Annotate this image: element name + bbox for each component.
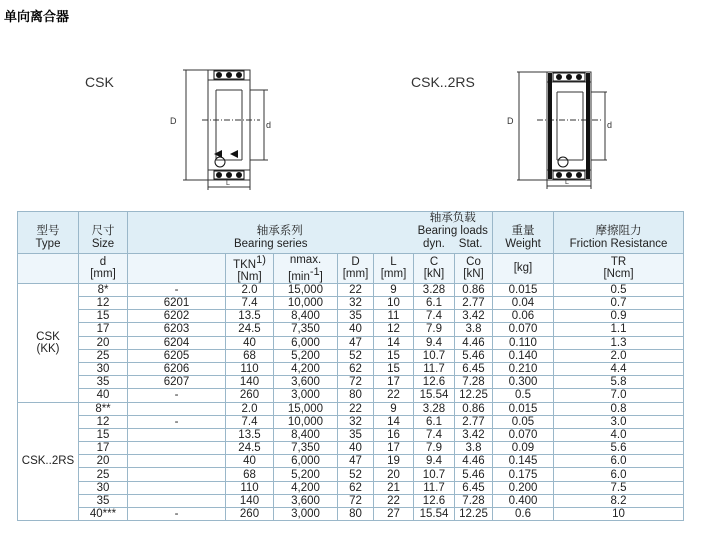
cell-friction-TR: 4.4 bbox=[554, 362, 684, 375]
csk-dim-d: d bbox=[266, 120, 272, 130]
cell-weight: 0.210 bbox=[493, 362, 554, 375]
cell-load-Co: 3.42 bbox=[455, 428, 493, 441]
cell-width-L: 10 bbox=[374, 297, 414, 310]
cell-nmax: 3,000 bbox=[274, 508, 338, 521]
table-row bbox=[18, 297, 684, 310]
table-row bbox=[18, 508, 684, 521]
cell-size-d: 35 bbox=[79, 494, 128, 507]
cell-nmax: 4,200 bbox=[274, 481, 338, 494]
cell-load-C: 11.7 bbox=[414, 362, 455, 375]
cell-nmax: 7,350 bbox=[274, 442, 338, 455]
table-row bbox=[18, 481, 684, 494]
header-weight: 重量 Weight bbox=[493, 212, 554, 254]
table-row bbox=[18, 494, 684, 507]
cell-friction-TR: 8.2 bbox=[554, 494, 684, 507]
cell-nmax: 8,400 bbox=[274, 310, 338, 323]
cell-outer-D: 40 bbox=[338, 442, 374, 455]
cell-friction-TR: 6.0 bbox=[554, 468, 684, 481]
cell-bearing-series bbox=[128, 468, 226, 481]
cell-tkn: 13.5 bbox=[226, 310, 274, 323]
cell-width-L: 20 bbox=[374, 468, 414, 481]
cell-friction-TR: 0.9 bbox=[554, 310, 684, 323]
diagram-label-csk-2rs: CSK..2RS bbox=[411, 74, 475, 90]
cell-tkn: 140 bbox=[226, 494, 274, 507]
cell-load-Co: 3.42 bbox=[455, 310, 493, 323]
cell-friction-TR: 1.1 bbox=[554, 323, 684, 336]
page-title: 单向离合器 bbox=[4, 9, 70, 24]
cell-weight: 0.200 bbox=[493, 481, 554, 494]
cell-weight: 0.06 bbox=[493, 310, 554, 323]
cell-tkn: 7.4 bbox=[226, 297, 274, 310]
units-Co: Co [kN] bbox=[455, 254, 493, 284]
cell-friction-TR: 7.0 bbox=[554, 389, 684, 402]
cell-width-L: 17 bbox=[374, 442, 414, 455]
cell-outer-D: 35 bbox=[338, 428, 374, 441]
cell-size-d: 20 bbox=[79, 455, 128, 468]
cell-outer-D: 47 bbox=[338, 455, 374, 468]
cell-nmax: 6,000 bbox=[274, 455, 338, 468]
cell-outer-D: 62 bbox=[338, 362, 374, 375]
cell-size-d: 40*** bbox=[79, 508, 128, 521]
cell-weight: 0.070 bbox=[493, 428, 554, 441]
table-header-row bbox=[18, 212, 684, 254]
table-row bbox=[18, 415, 684, 428]
cell-load-C: 6.1 bbox=[414, 415, 455, 428]
cell-load-C: 10.7 bbox=[414, 468, 455, 481]
cell-load-Co: 12.25 bbox=[455, 389, 493, 402]
cell-tkn: 68 bbox=[226, 468, 274, 481]
cell-tkn: 260 bbox=[226, 508, 274, 521]
units-tkn: TKN$^{1)}$ [Nm] bbox=[226, 254, 274, 284]
cell-nmax: 3,600 bbox=[274, 376, 338, 389]
cell-width-L: 16 bbox=[374, 428, 414, 441]
cell-bearing-series: 6205 bbox=[128, 349, 226, 362]
units-type bbox=[18, 254, 79, 284]
cell-outer-D: 52 bbox=[338, 349, 374, 362]
cell-bearing-series: - bbox=[128, 389, 226, 402]
cell-friction-TR: 10 bbox=[554, 508, 684, 521]
units-d: d [mm] bbox=[79, 254, 128, 284]
cell-width-L: 9 bbox=[374, 283, 414, 296]
cell-load-Co: 2.77 bbox=[455, 297, 493, 310]
cell-size-d: 15 bbox=[79, 310, 128, 323]
cell-load-C: 9.4 bbox=[414, 336, 455, 349]
cell-width-L: 15 bbox=[374, 362, 414, 375]
cell-outer-D: 35 bbox=[338, 310, 374, 323]
table-row bbox=[18, 428, 684, 441]
table-row bbox=[18, 455, 684, 468]
cell-weight: 0.04 bbox=[493, 297, 554, 310]
cell-load-C: 7.9 bbox=[414, 442, 455, 455]
cell-friction-TR: 5.6 bbox=[554, 442, 684, 455]
cell-outer-D: 62 bbox=[338, 481, 374, 494]
table-row bbox=[18, 468, 684, 481]
diagram-label-csk: CSK bbox=[85, 74, 114, 90]
cell-load-Co: 0.86 bbox=[455, 283, 493, 296]
table-row bbox=[18, 310, 684, 323]
cell-tkn: 260 bbox=[226, 389, 274, 402]
cell-load-C: 12.6 bbox=[414, 494, 455, 507]
cell-bearing-series: - bbox=[128, 415, 226, 428]
cell-load-C: 10.7 bbox=[414, 349, 455, 362]
table-units-row bbox=[18, 254, 684, 284]
cell-size-d: 35 bbox=[79, 376, 128, 389]
cell-size-d: 8* bbox=[79, 283, 128, 296]
cell-nmax: 5,200 bbox=[274, 349, 338, 362]
units-L: L [mm] bbox=[374, 254, 414, 284]
cell-load-Co: 6.45 bbox=[455, 362, 493, 375]
header-friction: 摩擦阻力 Friction Resistance bbox=[554, 212, 684, 254]
units-friction: TR [Ncm] bbox=[554, 254, 684, 284]
cell-size-d: 25 bbox=[79, 349, 128, 362]
cell-tkn: 2.0 bbox=[226, 402, 274, 415]
cell-size-d: 12 bbox=[79, 415, 128, 428]
cell-friction-TR: 3.0 bbox=[554, 415, 684, 428]
cell-outer-D: 32 bbox=[338, 415, 374, 428]
table-row bbox=[18, 283, 684, 296]
cell-tkn: 24.5 bbox=[226, 442, 274, 455]
cell-friction-TR: 0.8 bbox=[554, 402, 684, 415]
type-name: CSK bbox=[36, 330, 60, 343]
cell-nmax: 10,000 bbox=[274, 297, 338, 310]
cell-nmax: 15,000 bbox=[274, 283, 338, 296]
cell-bearing-series: 6206 bbox=[128, 362, 226, 375]
cell-width-L: 22 bbox=[374, 494, 414, 507]
cell-width-L: 9 bbox=[374, 402, 414, 415]
cell-tkn: 7.4 bbox=[226, 415, 274, 428]
cell-load-Co: 4.46 bbox=[455, 455, 493, 468]
cell-tkn: 140 bbox=[226, 376, 274, 389]
cell-outer-D: 80 bbox=[338, 389, 374, 402]
table-row bbox=[18, 402, 684, 415]
cell-outer-D: 72 bbox=[338, 376, 374, 389]
cell-load-C: 12.6 bbox=[414, 376, 455, 389]
spec-table bbox=[17, 211, 684, 521]
cell-width-L: 21 bbox=[374, 481, 414, 494]
cell-size-d: 20 bbox=[79, 336, 128, 349]
type-name: CSK..2RS bbox=[21, 455, 75, 468]
table-row bbox=[18, 389, 684, 402]
csk-dim-D: D bbox=[170, 116, 177, 126]
cell-bearing-series bbox=[128, 494, 226, 507]
cell-bearing-series bbox=[128, 481, 226, 494]
cell-friction-TR: 4.0 bbox=[554, 428, 684, 441]
cell-nmax: 3,600 bbox=[274, 494, 338, 507]
cell-tkn: 40 bbox=[226, 455, 274, 468]
cell-nmax: 6,000 bbox=[274, 336, 338, 349]
cell-width-L: 12 bbox=[374, 323, 414, 336]
table-row bbox=[18, 323, 684, 336]
cell-load-Co: 4.46 bbox=[455, 336, 493, 349]
cell-tkn: 2.0 bbox=[226, 283, 274, 296]
cell-width-L: 17 bbox=[374, 376, 414, 389]
cell-size-d: 30 bbox=[79, 481, 128, 494]
cell-weight: 0.400 bbox=[493, 494, 554, 507]
cell-bearing-series: 6202 bbox=[128, 310, 226, 323]
cell-bearing-series bbox=[128, 455, 226, 468]
cell-nmax: 8,400 bbox=[274, 428, 338, 441]
units-C: C [kN] bbox=[414, 254, 455, 284]
cell-weight: 0.5 bbox=[493, 389, 554, 402]
cell-weight: 0.05 bbox=[493, 415, 554, 428]
type-cell bbox=[18, 283, 79, 402]
cell-friction-TR: 2.0 bbox=[554, 349, 684, 362]
cell-tkn: 24.5 bbox=[226, 323, 274, 336]
cell-width-L: 19 bbox=[374, 455, 414, 468]
cell-load-Co: 5.46 bbox=[455, 349, 493, 362]
cell-outer-D: 22 bbox=[338, 283, 374, 296]
cell-bearing-series bbox=[128, 402, 226, 415]
csk-2rs-dim-L: L bbox=[565, 179, 569, 186]
cell-tkn: 40 bbox=[226, 336, 274, 349]
cell-friction-TR: 5.8 bbox=[554, 376, 684, 389]
cell-width-L: 14 bbox=[374, 336, 414, 349]
header-series: 轴承系列 Bearing series bbox=[128, 212, 414, 254]
cell-tkn: 110 bbox=[226, 362, 274, 375]
cell-weight: 0.015 bbox=[493, 402, 554, 415]
csk-section-drawing bbox=[168, 62, 288, 192]
cell-weight: 0.175 bbox=[493, 468, 554, 481]
cell-width-L: 22 bbox=[374, 389, 414, 402]
units-weight: [kg] bbox=[493, 254, 554, 284]
csk-2rs-section-drawing bbox=[505, 62, 615, 192]
cell-load-Co: 12.25 bbox=[455, 508, 493, 521]
cell-size-d: 12 bbox=[79, 297, 128, 310]
cell-bearing-series: - bbox=[128, 508, 226, 521]
cell-outer-D: 47 bbox=[338, 336, 374, 349]
cell-width-L: 11 bbox=[374, 310, 414, 323]
cell-weight: 0.140 bbox=[493, 349, 554, 362]
cell-weight: 0.6 bbox=[493, 508, 554, 521]
cell-friction-TR: 0.7 bbox=[554, 297, 684, 310]
table-row bbox=[18, 376, 684, 389]
cell-outer-D: 22 bbox=[338, 402, 374, 415]
cell-load-Co: 5.46 bbox=[455, 468, 493, 481]
cell-tkn: 68 bbox=[226, 349, 274, 362]
cell-bearing-series: 6207 bbox=[128, 376, 226, 389]
cell-nmax: 7,350 bbox=[274, 323, 338, 336]
cell-weight: 0.145 bbox=[493, 455, 554, 468]
cell-friction-TR: 6.0 bbox=[554, 455, 684, 468]
cell-size-d: 8** bbox=[79, 402, 128, 415]
table-row bbox=[18, 362, 684, 375]
cell-weight: 0.09 bbox=[493, 442, 554, 455]
units-series bbox=[128, 254, 226, 284]
cell-bearing-series bbox=[128, 428, 226, 441]
table-row bbox=[18, 349, 684, 362]
cell-nmax: 4,200 bbox=[274, 362, 338, 375]
units-D: D [mm] bbox=[338, 254, 374, 284]
cell-bearing-series: 6201 bbox=[128, 297, 226, 310]
cell-nmax: 3,000 bbox=[274, 389, 338, 402]
cell-outer-D: 72 bbox=[338, 494, 374, 507]
cell-load-C: 3.28 bbox=[414, 283, 455, 296]
cell-size-d: 30 bbox=[79, 362, 128, 375]
type-cell bbox=[18, 402, 79, 521]
cell-load-Co: 3.8 bbox=[455, 323, 493, 336]
table-row bbox=[18, 336, 684, 349]
header-size: 尺寸 Size bbox=[79, 212, 128, 254]
cell-tkn: 110 bbox=[226, 481, 274, 494]
cell-size-d: 17 bbox=[79, 323, 128, 336]
units-nmax: nmax. $[\min^{-1}]$ bbox=[274, 254, 338, 284]
cell-load-Co: 0.86 bbox=[455, 402, 493, 415]
cell-nmax: 15,000 bbox=[274, 402, 338, 415]
cell-friction-TR: 7.5 bbox=[554, 481, 684, 494]
cell-load-C: 15.54 bbox=[414, 389, 455, 402]
cell-bearing-series: 6203 bbox=[128, 323, 226, 336]
cell-outer-D: 52 bbox=[338, 468, 374, 481]
cell-load-C: 7.4 bbox=[414, 428, 455, 441]
cell-load-C: 7.4 bbox=[414, 310, 455, 323]
cell-weight: 0.300 bbox=[493, 376, 554, 389]
cell-outer-D: 32 bbox=[338, 297, 374, 310]
cell-load-C: 11.7 bbox=[414, 481, 455, 494]
cell-load-C: 6.1 bbox=[414, 297, 455, 310]
cell-load-C: 15.54 bbox=[414, 508, 455, 521]
cell-size-d: 25 bbox=[79, 468, 128, 481]
cell-size-d: 15 bbox=[79, 428, 128, 441]
cell-bearing-series: 6204 bbox=[128, 336, 226, 349]
csk-dim-L: L bbox=[226, 180, 230, 187]
cell-load-C: 7.9 bbox=[414, 323, 455, 336]
cell-load-Co: 2.77 bbox=[455, 415, 493, 428]
table-row bbox=[18, 442, 684, 455]
cell-load-Co: 3.8 bbox=[455, 442, 493, 455]
csk-2rs-dim-d: d bbox=[607, 120, 613, 130]
header-loads: 轴承负载 Bearing loads dyn. Stat. bbox=[414, 212, 493, 254]
cell-weight: 0.015 bbox=[493, 283, 554, 296]
cell-friction-TR: 1.3 bbox=[554, 336, 684, 349]
cell-outer-D: 40 bbox=[338, 323, 374, 336]
cell-weight: 0.070 bbox=[493, 323, 554, 336]
cell-tkn: 13.5 bbox=[226, 428, 274, 441]
cell-width-L: 15 bbox=[374, 349, 414, 362]
cell-weight: 0.110 bbox=[493, 336, 554, 349]
cell-load-Co: 6.45 bbox=[455, 481, 493, 494]
cell-width-L: 14 bbox=[374, 415, 414, 428]
cell-load-Co: 7.28 bbox=[455, 494, 493, 507]
cell-load-C: 9.4 bbox=[414, 455, 455, 468]
cell-size-d: 40 bbox=[79, 389, 128, 402]
cell-size-d: 17 bbox=[79, 442, 128, 455]
cell-load-C: 3.28 bbox=[414, 402, 455, 415]
cell-bearing-series: - bbox=[128, 283, 226, 296]
cell-nmax: 10,000 bbox=[274, 415, 338, 428]
cell-friction-TR: 0.5 bbox=[554, 283, 684, 296]
cell-bearing-series bbox=[128, 442, 226, 455]
cell-outer-D: 80 bbox=[338, 508, 374, 521]
csk-2rs-dim-D: D bbox=[507, 116, 514, 126]
cell-load-Co: 7.28 bbox=[455, 376, 493, 389]
header-type: 型号 Type bbox=[18, 212, 79, 254]
cell-nmax: 5,200 bbox=[274, 468, 338, 481]
cell-width-L: 27 bbox=[374, 508, 414, 521]
type-variant: (KK) bbox=[36, 342, 60, 355]
